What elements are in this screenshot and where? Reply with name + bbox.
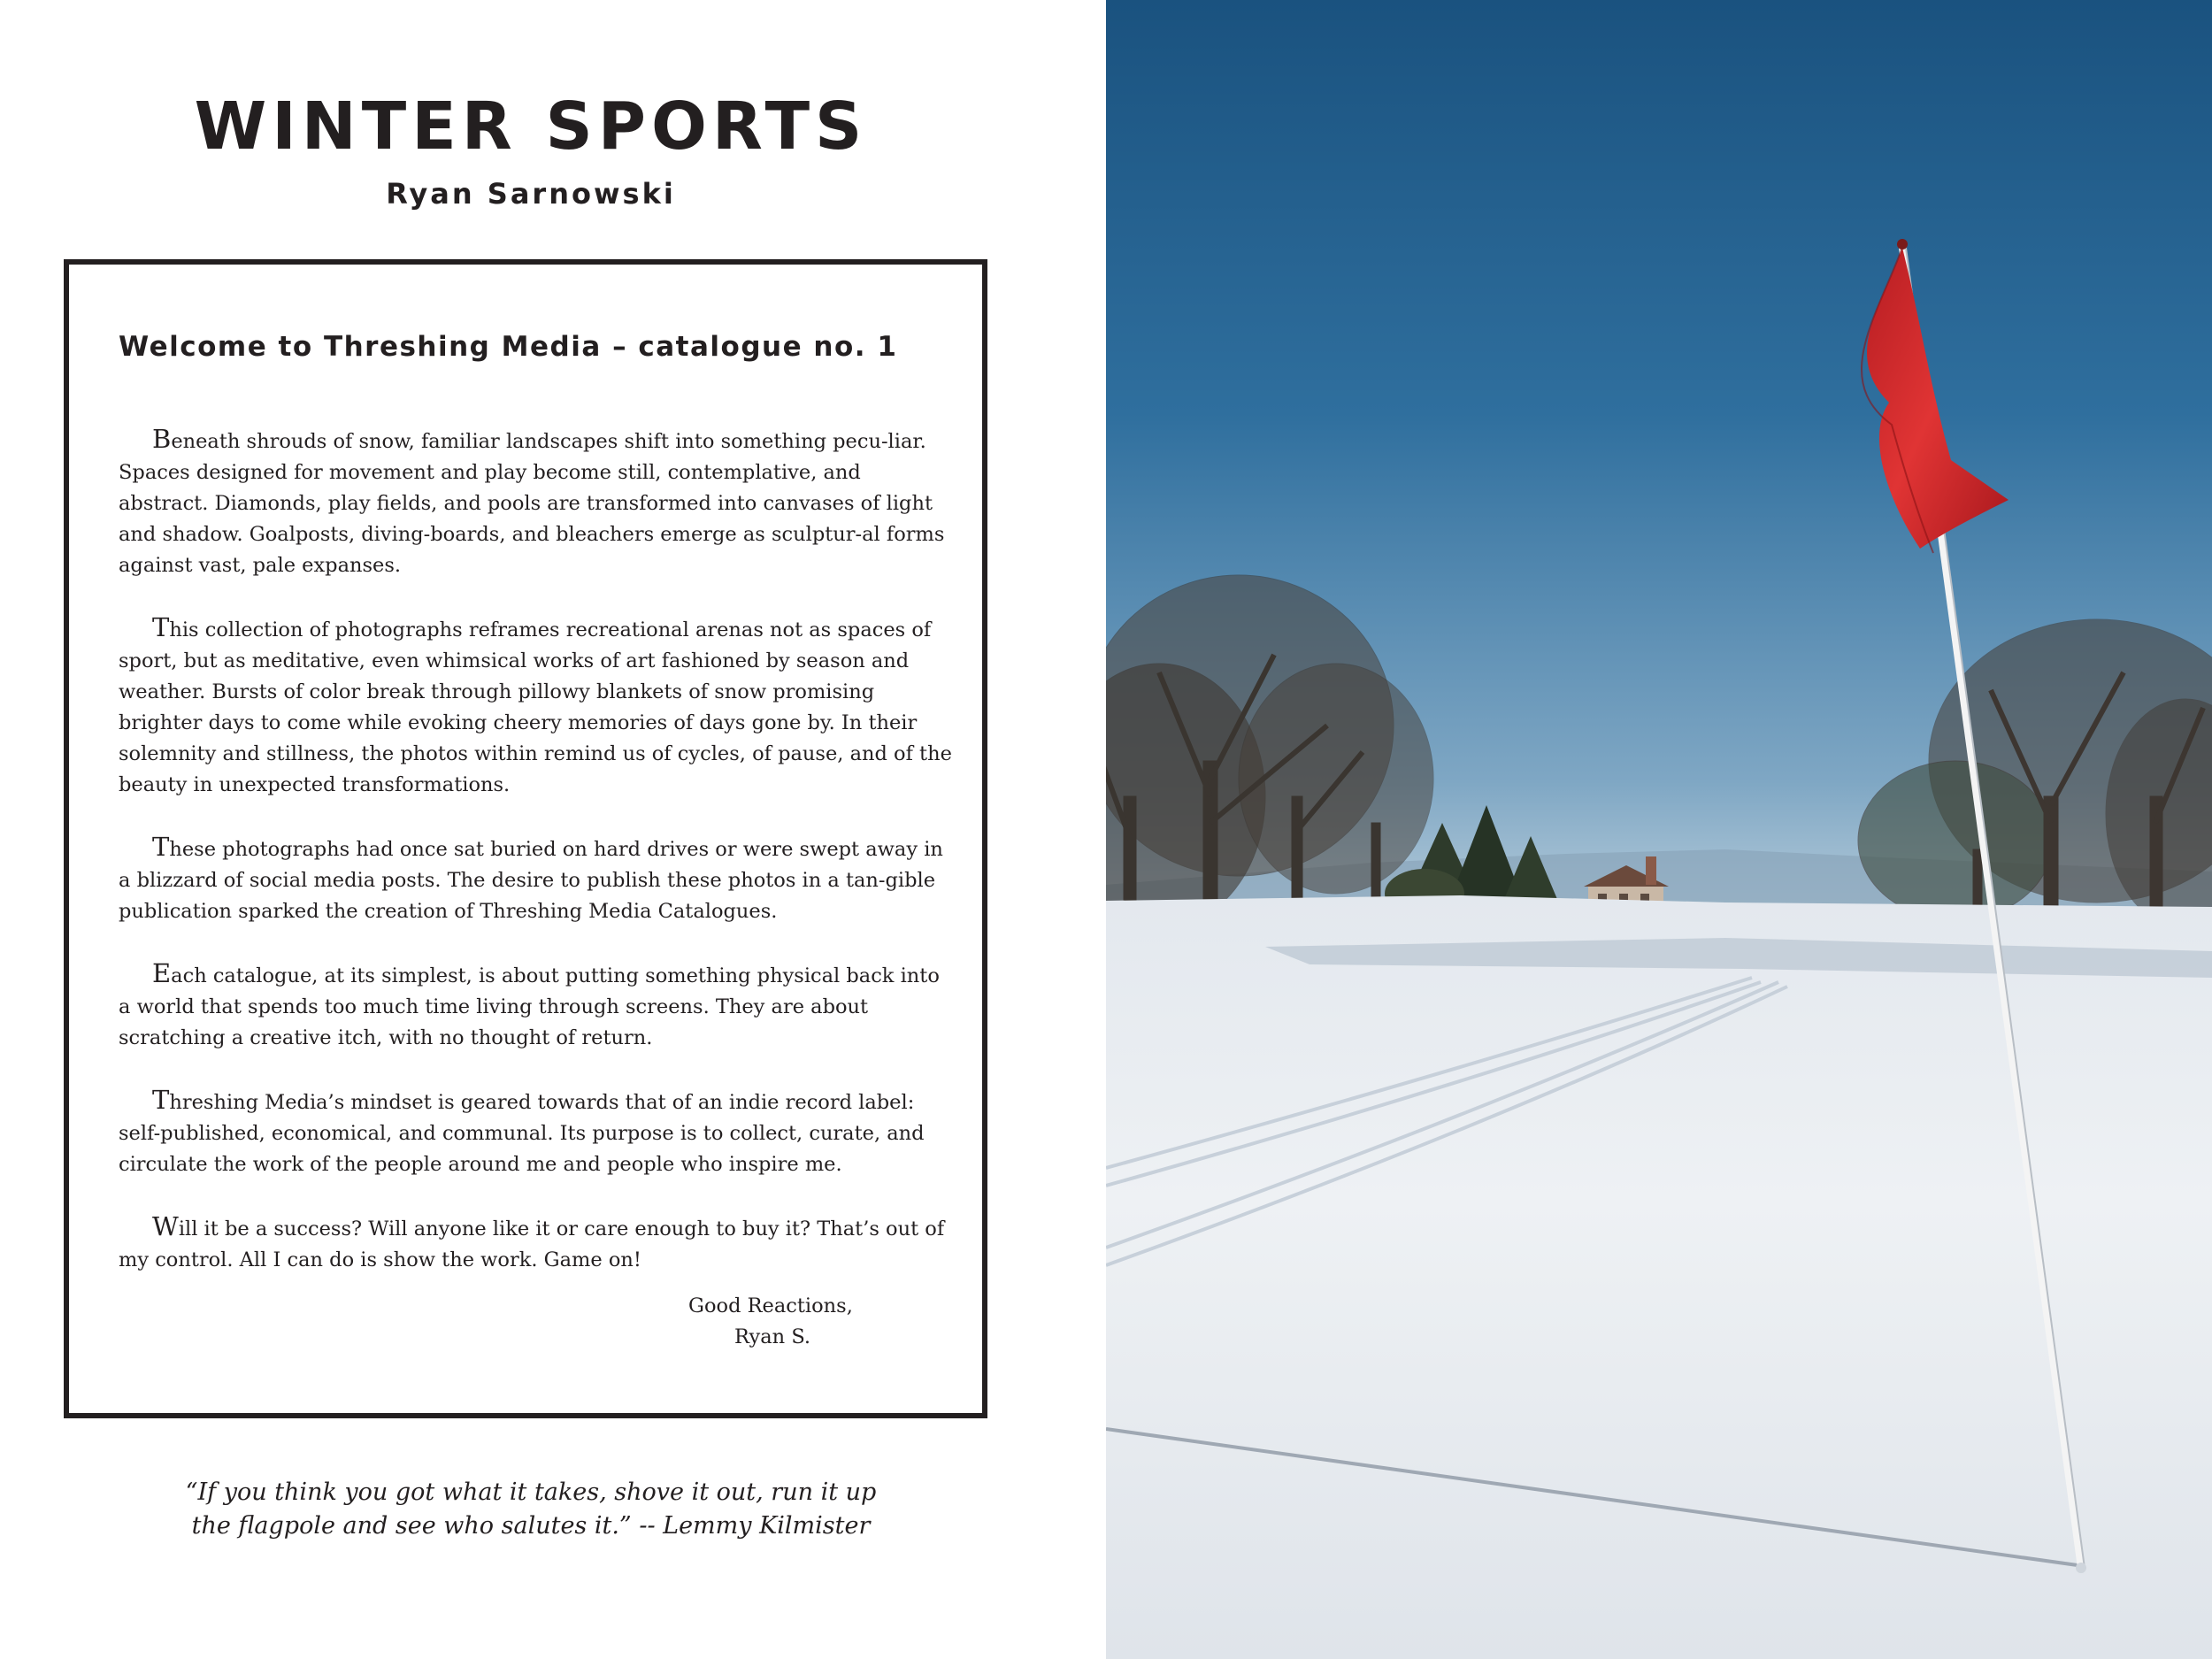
letter-closing: Good Reactions, bbox=[688, 1294, 853, 1317]
letter-paragraph: Will it be a success? Will anyone like it or care enough to buy it? That’s out of my control. All I can do is show the work. Game on! bbox=[119, 1211, 945, 1271]
photo-illustration bbox=[1106, 0, 2212, 1659]
letter-paragraph: Beneath shrouds of snow, familiar landscapes shift into something pecu-liar. Spaces designed for movement and play become still, contemplative, and abstract. Diamonds, play fields, and pools are transformed into canvases of light and shadow. Goalposts, diving-boards, and bleachers emerge as sculptur-al forms against vast, pale expanses. bbox=[119, 424, 945, 577]
quote-line: the flagpole and see who salutes it.” -- Lemmy Kilmister bbox=[191, 1512, 871, 1540]
letter-paragraph: This collection of photographs reframes recreational arenas not as spaces of sport, but as meditative, even whimsical works of art fashioned by season and weather. Bursts of color break through pillowy blankets of snow promising brighter days to come while evoking cheery memories of days gone by. In their solemnity and stillness, the photos within remind us of cycles, of pause, and of the beauty in unexpected transformations. bbox=[119, 612, 952, 796]
letter-paragraph: These photographs had once sat buried on hard drives or were swept away in a blizzard of social media posts. The desire to publish these photos in a tan-gible publication sparked the creation of Threshing Media Catalogues. bbox=[119, 832, 943, 923]
epigraph-quote bbox=[0, 1476, 1062, 1543]
letter-heading: Welcome to Threshing Media – catalogue no. 1 bbox=[119, 331, 898, 363]
page-title: WINTER SPORTS bbox=[194, 88, 868, 165]
letter-paragraph: Each catalogue, at its simplest, is about putting something physical back into a world that spends too much time living through screens. They are about scratching a creative itch, with no thought of return. bbox=[119, 958, 940, 1049]
letter-paragraph: Threshing Media’s mindset is geared towards that of an indie record label: self-published, economical, and communal. Its purpose is to collect, curate, and circulate the work of the people around me and people who inspire me. bbox=[119, 1085, 925, 1176]
snowy-golf-flag-photo bbox=[1106, 0, 2212, 1659]
author-name: Ryan Sarnowski bbox=[386, 177, 676, 211]
quote-line: “If you think you got what it takes, shove it out, run it up bbox=[185, 1479, 877, 1506]
pole-base bbox=[2076, 1563, 2086, 1573]
letter-signature: Ryan S. bbox=[734, 1325, 811, 1348]
letter-body bbox=[119, 424, 952, 1307]
letter-signoff bbox=[688, 1291, 954, 1353]
flag-topper bbox=[1897, 239, 1908, 250]
welcome-letter-box bbox=[64, 259, 987, 1418]
